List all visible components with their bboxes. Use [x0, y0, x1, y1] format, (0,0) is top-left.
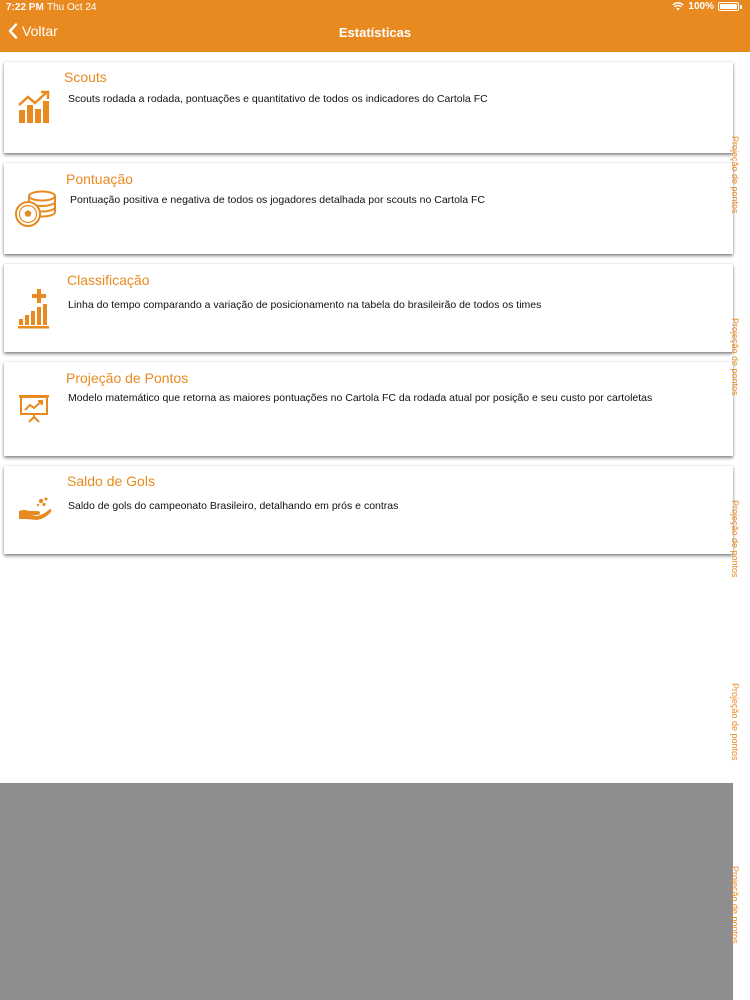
ranking-bars-icon: [17, 287, 51, 334]
card-title: Projeção de Pontos: [66, 370, 189, 386]
battery-icon: [718, 2, 739, 11]
status-indicators: [672, 1, 742, 12]
card-description: Linha do tempo comparando a variação de posicionamento na tabela do brasileirão de todos os times: [68, 299, 542, 311]
nav-bar: [0, 0, 750, 52]
status-time: 7:22 PM: [6, 2, 44, 13]
back-label: Voltar: [22, 23, 58, 39]
coins-ball-icon: [14, 188, 58, 233]
card-description: Saldo de gols do campeonato Brasileiro, detalhando em prós e contras: [68, 500, 399, 512]
side-tab-projecao[interactable]: Projeção de pontos: [730, 136, 740, 214]
wifi-icon: [672, 2, 684, 11]
card-pontuacao[interactable]: [4, 163, 733, 254]
page-title: Estatísticas: [338, 25, 412, 40]
side-tab-projecao[interactable]: Projeção de pontos: [730, 683, 740, 761]
card-title: Saldo de Gols: [67, 473, 155, 489]
side-tab-projecao[interactable]: Projeção de pontos: [730, 500, 740, 578]
card-description: Pontuação positiva e negativa de todos os jogadores detalhada por scouts no Cartola FC: [70, 194, 486, 206]
side-tab-projecao[interactable]: Projeção de pontos: [730, 318, 740, 396]
presentation-board-icon: [18, 393, 50, 428]
side-tab-projecao[interactable]: Projeção de pontos: [730, 866, 740, 944]
card-title: Classificação: [67, 272, 150, 288]
card-title: Pontuação: [66, 171, 133, 187]
card-scouts[interactable]: [4, 62, 733, 153]
hand-ball-icon: [17, 496, 53, 527]
rising-chart-icon: [17, 90, 51, 129]
battery-tip: [740, 5, 742, 9]
card-title: Scouts: [64, 69, 107, 85]
battery-percent: 100%: [688, 1, 714, 12]
card-classificacao[interactable]: [4, 264, 733, 352]
card-saldo-gols[interactable]: [4, 466, 733, 554]
card-description: Scouts rodada a rodada, pontuações e quantitativo de todos os indicadores do Cartola FC: [68, 93, 488, 105]
card-description: Modelo matemático que retorna as maiores pontuações no Cartola FC da rodada atual por posição e seu custo por cartoletas: [68, 392, 653, 404]
dimmed-area: [0, 783, 733, 1000]
status-date: Thu Oct 24: [47, 2, 97, 13]
card-projecao-pontos[interactable]: [4, 362, 733, 456]
